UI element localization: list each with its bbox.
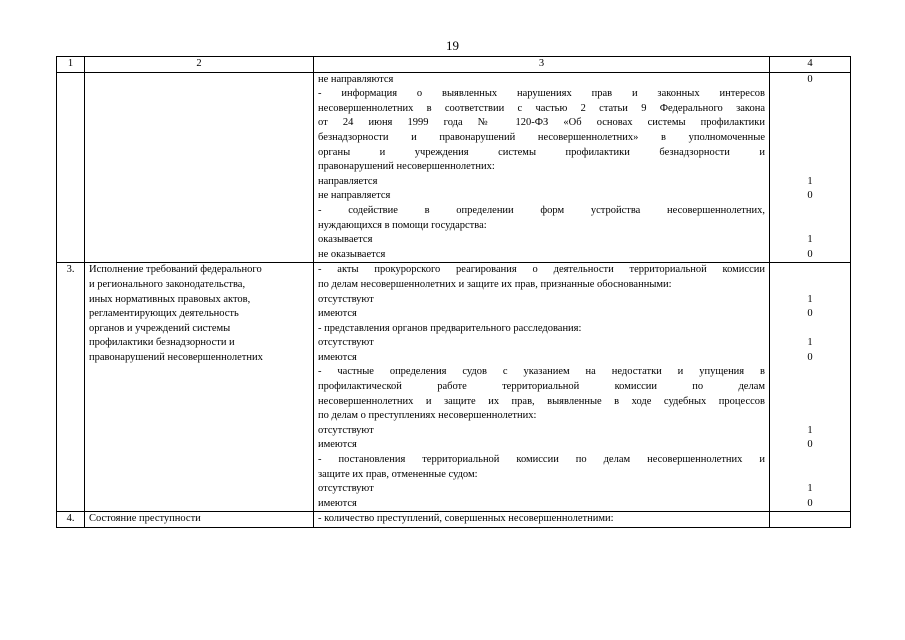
indicator-line: - акты прокурорского реагирования о деятельности территориальной комиссии xyxy=(318,264,765,276)
indicator-line: направляется xyxy=(318,175,378,187)
table-row xyxy=(57,72,851,263)
criteria-table xyxy=(56,56,851,528)
score-value xyxy=(774,102,846,117)
indicator-line: не оказывается xyxy=(318,248,386,260)
score-value: 0 xyxy=(807,439,813,451)
score-value: 1 xyxy=(807,424,813,436)
row-number-cell: 4. xyxy=(57,512,85,528)
criterion-cell xyxy=(85,72,314,263)
table-row xyxy=(57,512,851,528)
criterion-line: органов и учреждений системы xyxy=(89,322,231,334)
score-value xyxy=(774,380,846,395)
score-value xyxy=(774,116,846,131)
indicator-line: оказывается xyxy=(318,234,373,246)
indicator-line: имеются xyxy=(318,497,357,509)
indicator-line: по делам о преступлениях несовершеннолетних: xyxy=(318,410,537,422)
score-cell xyxy=(770,263,851,512)
indicator-line: - частные определения судов с указанием на недостатки и упущения в xyxy=(318,366,765,378)
table-header-row xyxy=(57,57,851,73)
score-value: 1 xyxy=(807,293,813,305)
indicator-line: - содействие в определении форм устройства несовершеннолетних, xyxy=(318,204,765,216)
indicator-line: имеются xyxy=(318,351,357,363)
score-value: 0 xyxy=(807,190,813,202)
criterion-line: и регионального законодательства, xyxy=(89,278,246,290)
page-number: 19 xyxy=(446,38,459,53)
indicator-line: от 24 июня 1999 года № 120-ФЗ «Об основах системы профилактики xyxy=(318,117,765,129)
indicator-line: отсутствуют xyxy=(318,424,374,436)
table-row xyxy=(57,263,851,512)
criterion-line: иных нормативных правовых актов, xyxy=(89,293,251,305)
column-header-2: 2 xyxy=(85,57,314,73)
score-value xyxy=(774,146,846,161)
score-value: 0 xyxy=(807,73,813,85)
score-value: 1 xyxy=(807,175,813,187)
score-value: 0 xyxy=(807,497,813,509)
score-value xyxy=(774,263,846,278)
indicator-line: несовершеннолетних и защите их прав, выявленные в ходе судебных процессов xyxy=(318,395,765,407)
indicator-line: профилактической работе территориальной комиссии по делам xyxy=(318,381,765,393)
score-value xyxy=(774,278,846,293)
score-value xyxy=(774,131,846,146)
score-value: 0 xyxy=(807,248,813,260)
row-number-cell: 3. xyxy=(57,263,85,512)
score-cell xyxy=(770,512,851,528)
indicator-line: имеются xyxy=(318,308,357,320)
indicator-line: несовершеннолетних в соответствии с частью 2 статьи 9 Федерального закона xyxy=(318,102,765,114)
indicator-line: не направляются xyxy=(318,73,394,85)
indicator-line: по делам несовершеннолетних и защите их прав, признанные обоснованными: xyxy=(318,278,672,290)
column-header-1: 1 xyxy=(57,57,85,73)
score-value xyxy=(774,160,846,175)
indicator-line: защите их прав, отмененные судом: xyxy=(318,468,478,480)
indicator-line: безнадзорности и правонарушений несовершеннолетних» в уполномоченные xyxy=(318,131,765,143)
criterion-line: Состояние преступности xyxy=(89,513,201,525)
row-number-cell xyxy=(57,72,85,263)
score-value xyxy=(774,219,846,234)
indicator-line: отсутствуют xyxy=(318,337,374,349)
score-value: 1 xyxy=(807,337,813,349)
score-value xyxy=(774,365,846,380)
indicator-line: - информация о выявленных нарушениях прав и законных интересов xyxy=(318,88,765,100)
score-value xyxy=(774,453,846,468)
column-header-3: 3 xyxy=(314,57,770,73)
criterion-line: регламентирующих деятельность xyxy=(89,308,239,320)
indicator-line: - представления органов предварительного расследования: xyxy=(318,322,582,334)
indicator-line: - постановления территориальной комиссии по делам несовершеннолетних и xyxy=(318,454,765,466)
score-value: 1 xyxy=(807,234,813,246)
score-value: 0 xyxy=(807,308,813,320)
criterion-cell xyxy=(85,512,314,528)
indicator-line: правонарушений несовершеннолетних: xyxy=(318,161,495,173)
score-value xyxy=(774,322,846,337)
score-value xyxy=(774,409,846,424)
indicator-line: отсутствуют xyxy=(318,483,374,495)
indicator-line: отсутствуют xyxy=(318,293,374,305)
criterion-line: профилактики безнадзорности и xyxy=(89,337,235,349)
score-value: 1 xyxy=(807,483,813,495)
score-value: 0 xyxy=(807,351,813,363)
score-value xyxy=(774,87,846,102)
indicator-line: имеются xyxy=(318,439,357,451)
criterion-line: Исполнение требований федерального xyxy=(89,264,262,276)
score-cell xyxy=(770,72,851,263)
indicator-line: нуждающихся в помощи государства: xyxy=(318,219,487,231)
score-value xyxy=(774,395,846,410)
indicator-cell xyxy=(314,263,770,512)
indicator-line: - количество преступлений, совершенных несовершеннолетними: xyxy=(318,513,614,525)
score-value xyxy=(774,468,846,483)
score-value xyxy=(774,512,846,527)
score-value xyxy=(774,204,846,219)
criterion-cell xyxy=(85,263,314,512)
column-header-4: 4 xyxy=(770,57,851,73)
indicator-line: не направляется xyxy=(318,190,391,202)
indicator-cell xyxy=(314,512,770,528)
indicator-cell xyxy=(314,72,770,263)
criterion-line: правонарушений несовершеннолетних xyxy=(89,351,263,363)
indicator-line: органы и учреждения системы профилактики безнадзорности и xyxy=(318,146,765,158)
